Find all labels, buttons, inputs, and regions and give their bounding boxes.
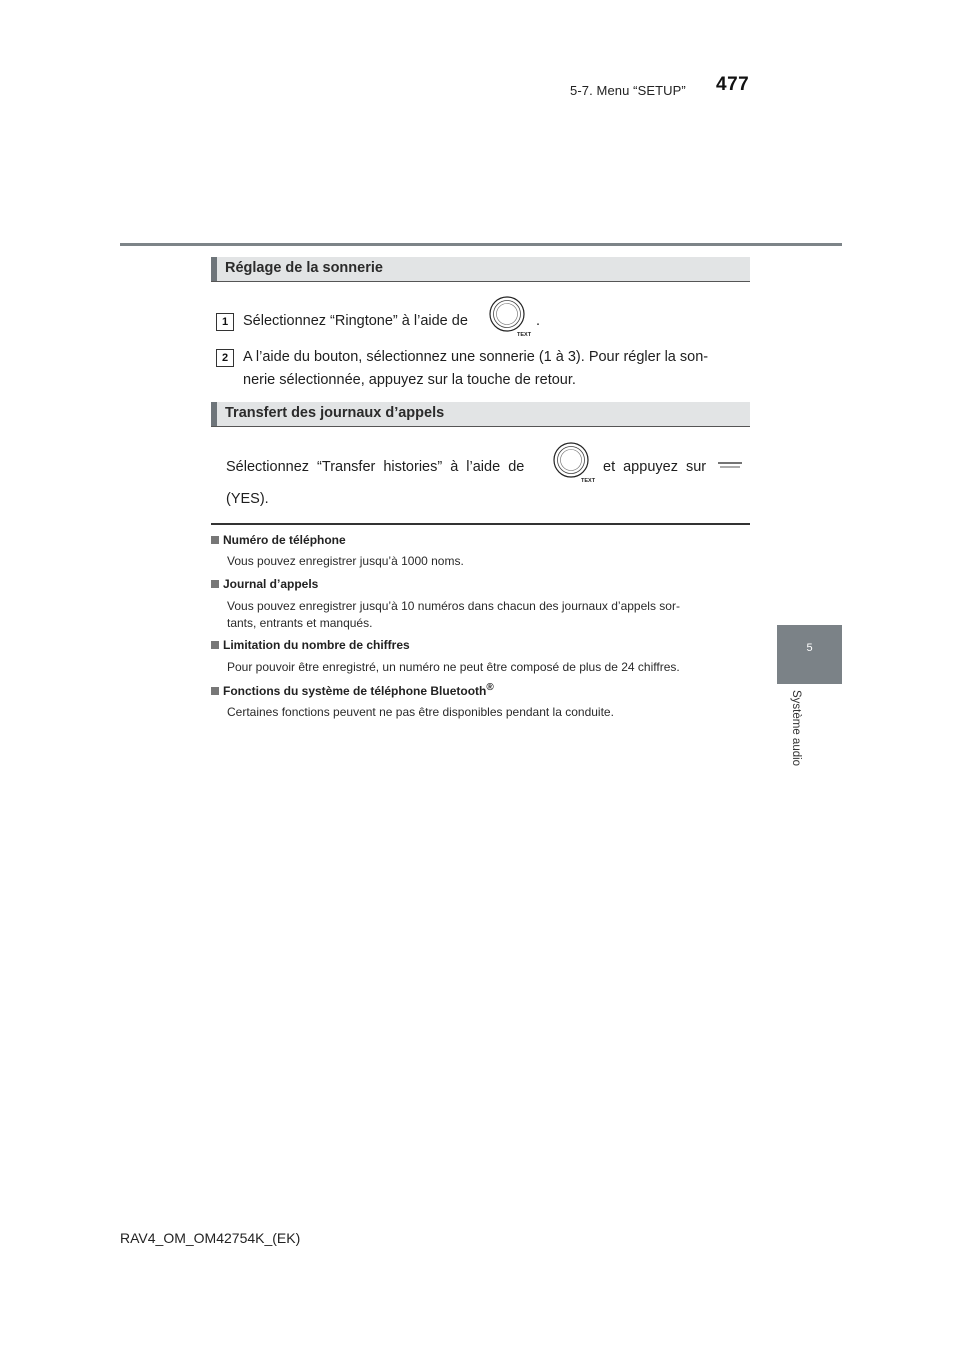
chapter-tab bbox=[777, 625, 842, 684]
yes-button-icon bbox=[717, 459, 743, 475]
bullet-square-icon bbox=[211, 687, 219, 695]
note-title-call-log bbox=[211, 577, 318, 591]
bullet-square-icon bbox=[211, 641, 219, 649]
section-header-transfer bbox=[211, 402, 750, 427]
note-text: Certaines fonctions peuvent ne pas être disponibles pendant la conduite. bbox=[227, 705, 614, 719]
note-text: Vous pouvez enregistrer jusqu’à 1000 noms. bbox=[227, 554, 464, 568]
tune-knob-icon bbox=[485, 294, 532, 338]
note-title-bluetooth bbox=[211, 682, 494, 698]
knob-label: TEXT bbox=[517, 332, 532, 338]
transfer-text: Sélectionnez “Transfer histories” à l’aide de bbox=[226, 459, 525, 475]
section-title: Réglage de la sonnerie bbox=[225, 260, 383, 276]
note-title: Fonctions du système de téléphone Bluetooth bbox=[223, 684, 487, 698]
note-title-digit-limit bbox=[211, 638, 410, 652]
page-number: 477 bbox=[716, 74, 750, 95]
note-title: Journal d’appels bbox=[223, 577, 319, 591]
note-title-phone-number bbox=[211, 533, 346, 547]
note-text-line-2: tants, entrants et manqués. bbox=[227, 616, 373, 630]
tune-knob-icon bbox=[549, 440, 596, 484]
section-title: Transfert des journaux d’appels bbox=[225, 405, 445, 421]
chapter-number: 5 bbox=[806, 642, 813, 654]
step-1-text-end: . bbox=[536, 313, 541, 329]
note-title: Numéro de téléphone bbox=[223, 533, 346, 547]
section-header-ringtone bbox=[211, 257, 750, 282]
step-1-text: Sélectionnez “Ringtone” à l’aide de bbox=[243, 313, 468, 329]
bullet-square-icon bbox=[211, 580, 219, 588]
header-rule bbox=[120, 243, 842, 246]
notes-divider bbox=[211, 523, 750, 525]
header-section-title: 5-7. Menu “SETUP” bbox=[570, 83, 686, 98]
step-number-1: 1 bbox=[216, 313, 234, 331]
transfer-text-end: (YES). bbox=[226, 491, 269, 507]
footer-document-code: RAV4_OM_OM42754K_(EK) bbox=[120, 1230, 301, 1246]
bullet-square-icon bbox=[211, 536, 219, 544]
step-2-line-1: A l’aide du bouton, sélectionnez une sonnerie (1 à 3). Pour régler la son- bbox=[243, 349, 709, 365]
step-number-2: 2 bbox=[216, 349, 234, 367]
chapter-label: Système audio bbox=[790, 690, 802, 767]
note-title: Limitation du nombre de chiffres bbox=[223, 638, 410, 652]
transfer-text-middle: et appuyez sur bbox=[603, 459, 707, 475]
step-2-line-2: nerie sélectionnée, appuyez sur la touche de retour. bbox=[243, 372, 576, 388]
note-text: Pour pouvoir être enregistré, un numéro ne peut être composé de plus de 24 chiffres. bbox=[227, 660, 680, 674]
knob-label: TEXT bbox=[581, 478, 596, 484]
note-text-line-1: Vous pouvez enregistrer jusqu’à 10 numéros dans chacun des journaux d’appels sor- bbox=[227, 599, 680, 613]
registered-mark: ® bbox=[486, 682, 494, 693]
